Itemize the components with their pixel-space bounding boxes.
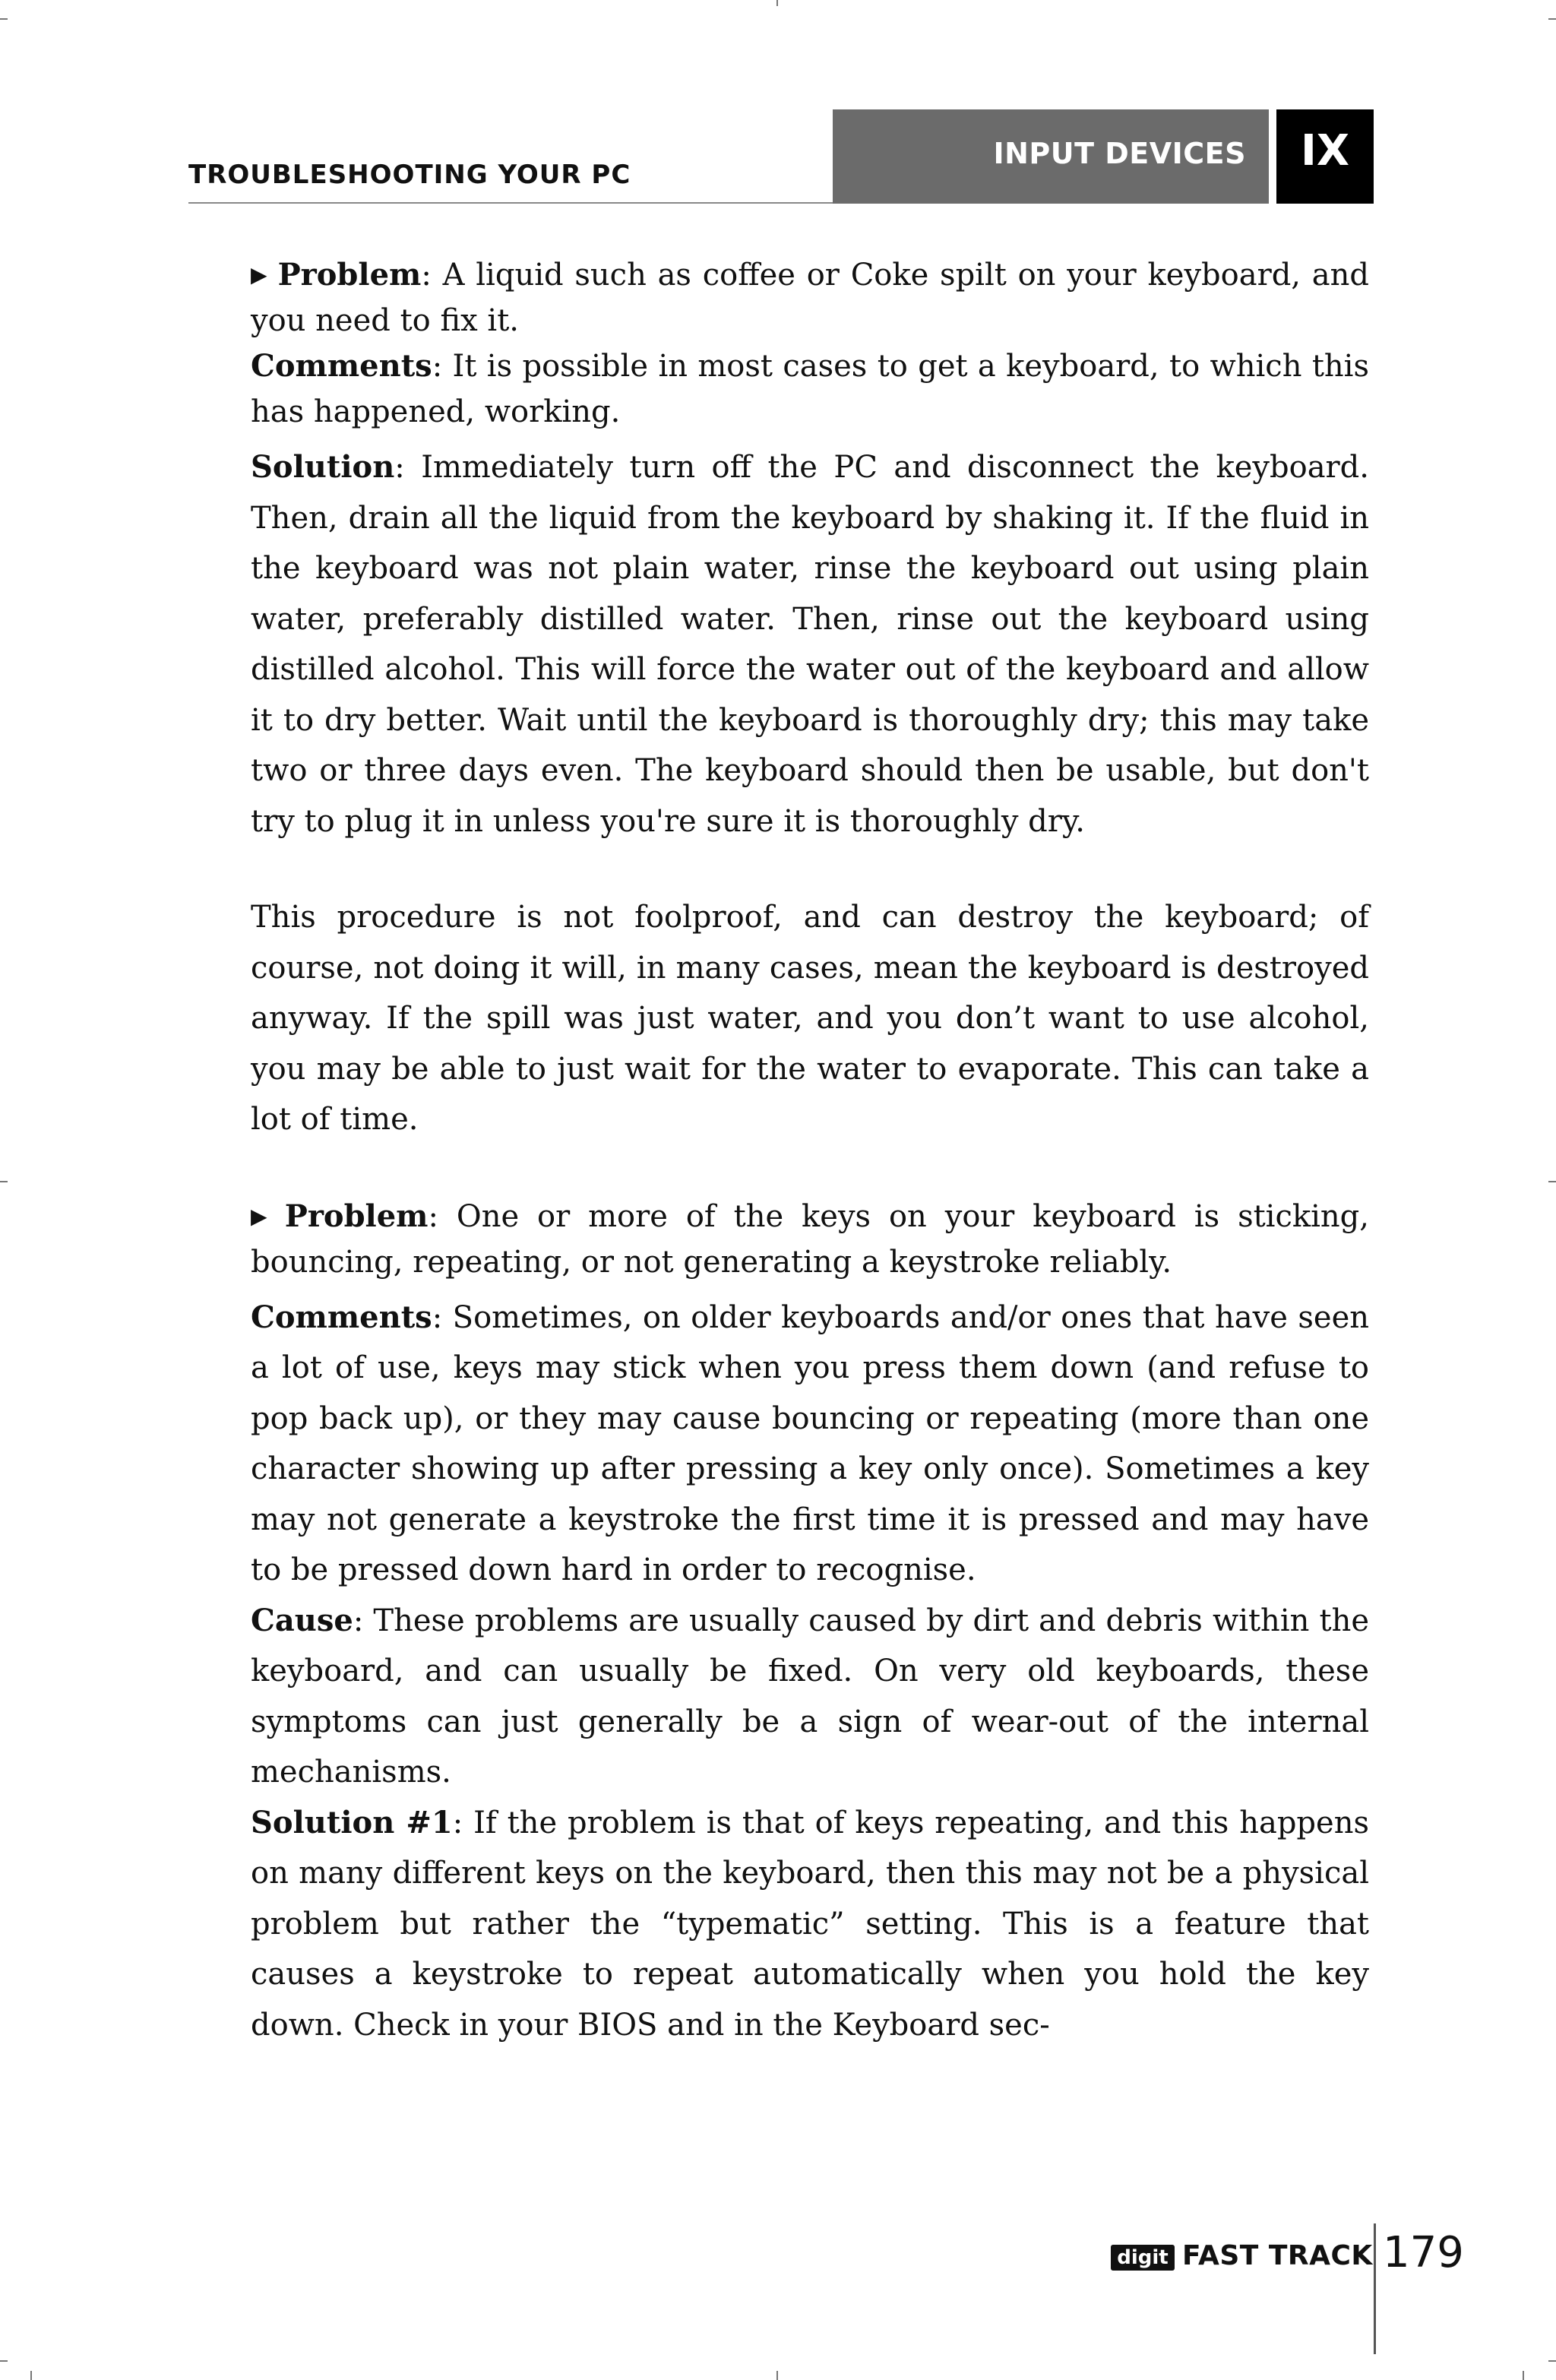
- problem-paragraph-1: [251, 252, 1369, 343]
- comments-paragraph-1: [251, 343, 1369, 435]
- comments-label: Comments: [251, 348, 432, 384]
- solution-text: : Immediately turn off the PC and disconnect the keyboard. Then, drain all the liquid from the keyboard by shaking it. If the fluid in the keyboard was not plain water, rinse the keyboard out using plain water, preferably distilled water. Then, rinse out the keyboard using distilled alcohol. This will force the water out of the keyboard and allow it to dry better. Wait until the keyboard is thoroughly dry; this may take two or three days even. The keyboard should then be usable, but don't try to plug it in unless you're sure it is thoroughly dry.: [251, 450, 1369, 839]
- comments-text: : Sometimes, on older keyboards and/or ones that have seen a lot of use, keys may stick when you press them down (and refuse to pop back up), or they may cause bouncing or repeating (more than one character showing up after pressing a key only once). Sometimes a key may not generate a keystroke the first time it is pressed and may have to be pressed down hard in order to recognise.: [251, 1299, 1369, 1587]
- body-text: [251, 252, 1369, 2050]
- bullet-triangle-icon: ▶: [251, 262, 269, 287]
- problem-label: Problem: [284, 1198, 429, 1234]
- cause-paragraph: [251, 1596, 1369, 1798]
- problem-paragraph-2: [251, 1194, 1369, 1285]
- cause-text: : These problems are usually caused by dirt and debris within the keyboard, and can usually be fixed. On very old keyboards, these symptoms can just generally be a sign of wear-out of the internal mechanisms.: [251, 1603, 1369, 1790]
- solution-label: Solution #1: [251, 1804, 453, 1840]
- crop-mark: [1548, 2360, 1556, 2362]
- problem-text: : One or more of the keys on your keyboard is sticking, bouncing, repeating, or not generating a keystroke reliably.: [251, 1198, 1369, 1280]
- cause-label: Cause: [251, 1602, 353, 1638]
- solution-paragraph-1: [251, 442, 1369, 847]
- header-rule: [188, 202, 833, 204]
- comments-paragraph-2: [251, 1293, 1369, 1596]
- digit-logo: digit: [1111, 2245, 1175, 2271]
- section-title: INPUT DEVICES: [993, 137, 1246, 170]
- crop-mark: [1523, 2371, 1524, 2380]
- running-head-book-title: TROUBLESHOOTING YOUR PC: [188, 160, 631, 190]
- crop-mark: [1548, 1181, 1556, 1182]
- comments-label: Comments: [251, 1299, 432, 1335]
- crop-mark: [0, 1181, 8, 1182]
- crop-mark: [0, 2360, 8, 2362]
- crop-mark: [0, 18, 8, 20]
- page-number: 179: [1383, 2228, 1464, 2277]
- chapter-number: IX: [1276, 109, 1374, 204]
- note-paragraph: This procedure is not foolproof, and can destroy the keyboard; of course, not doing it will, in many cases, mean the keyboard is destroyed anyway. If the spill was just water, and you don’t want to use alcohol, you may be able to just wait for the water to evaporate. This can take a lot of time.: [251, 900, 1369, 1137]
- footer-rule: [1374, 2223, 1376, 2354]
- problem-label: Problem: [277, 257, 422, 293]
- solution-text: : If the problem is that of keys repeating, and this happens on many different keys on the keyboard, then this may not be a physical problem but rather the “typematic” setting. This is a feature that causes a keystroke to repeat automatically when you hold the key down. Check in your BIOS and in the Keyboard sec-: [251, 1805, 1369, 2043]
- problem-text: : A liquid such as coffee or Coke spilt on your keyboard, and you need to fix it.: [251, 258, 1369, 338]
- crop-mark: [1548, 18, 1556, 20]
- series-name: FAST TRACK: [1182, 2240, 1373, 2271]
- crop-mark: [776, 0, 778, 6]
- bullet-triangle-icon: ▶: [251, 1203, 276, 1229]
- solution-paragraph-2: [251, 1798, 1369, 2051]
- section-band: [833, 109, 1269, 204]
- comments-text: : It is possible in most cases to get a keyboard, to which this has happened, working.: [251, 349, 1369, 429]
- solution-label: Solution: [251, 449, 395, 485]
- crop-mark: [30, 2371, 32, 2380]
- crop-mark: [776, 2371, 778, 2380]
